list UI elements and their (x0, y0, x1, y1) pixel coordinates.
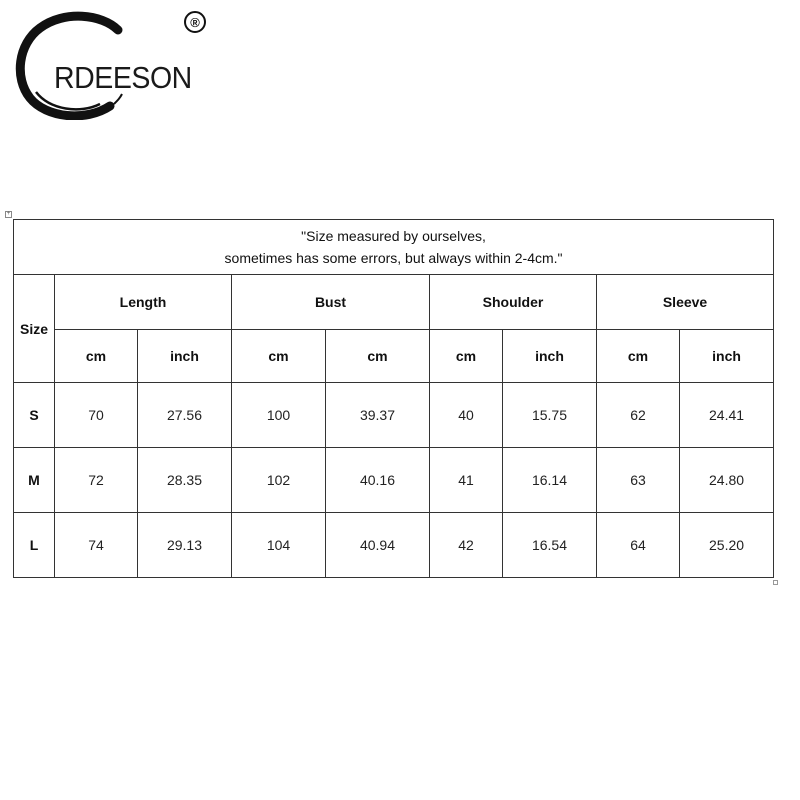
unit-header: cm (430, 330, 503, 383)
header-bust: Bust (232, 275, 430, 330)
table-cell: 102 (232, 448, 326, 513)
table-cell: 16.54 (503, 513, 597, 578)
table-cell: 24.41 (680, 383, 774, 448)
table-cell: 25.20 (680, 513, 774, 578)
table-move-handle-icon[interactable]: + (6, 211, 11, 217)
table-cell: 40.16 (326, 448, 430, 513)
size-chart-table (13, 219, 774, 578)
table-cell: 42 (430, 513, 503, 578)
size-label: M (14, 448, 55, 513)
unit-header: inch (138, 330, 232, 383)
table-cell: 104 (232, 513, 326, 578)
table-cell: 40.94 (326, 513, 430, 578)
table-cell: 70 (55, 383, 138, 448)
unit-header: cm (232, 330, 326, 383)
table-cell: 62 (597, 383, 680, 448)
table-cell: 74 (55, 513, 138, 578)
table-row (14, 513, 774, 578)
size-label: L (14, 513, 55, 578)
brand-name: RDEESON (54, 60, 192, 95)
table-cell: 64 (597, 513, 680, 578)
table-cell: 72 (55, 448, 138, 513)
table-cell: 27.56 (138, 383, 232, 448)
measurement-note (14, 220, 774, 275)
size-column-header: Size (14, 275, 55, 383)
registered-mark: ® (184, 11, 206, 33)
header-length: Length (55, 275, 232, 330)
table-cell: 24.80 (680, 448, 774, 513)
note-line-1: "Size measured by ourselves, (301, 228, 486, 244)
unit-header: inch (503, 330, 597, 383)
table-resize-handle[interactable] (773, 580, 778, 585)
table-cell: 15.75 (503, 383, 597, 448)
unit-header: cm (597, 330, 680, 383)
table-cell: 16.14 (503, 448, 597, 513)
table-cell: 29.13 (138, 513, 232, 578)
table-cell: 100 (232, 383, 326, 448)
table-cell: 40 (430, 383, 503, 448)
table-cell: 41 (430, 448, 503, 513)
table-row (14, 448, 774, 513)
header-shoulder: Shoulder (430, 275, 597, 330)
unit-header: cm (55, 330, 138, 383)
header-sleeve: Sleeve (597, 275, 774, 330)
note-line-2: sometimes has some errors, but always within 2-4cm." (224, 250, 563, 266)
table-cell: 63 (597, 448, 680, 513)
table-cell: 39.37 (326, 383, 430, 448)
unit-header: cm (326, 330, 430, 383)
table-row (14, 383, 774, 448)
table-cell: 28.35 (138, 448, 232, 513)
size-label: S (14, 383, 55, 448)
unit-header: inch (680, 330, 774, 383)
